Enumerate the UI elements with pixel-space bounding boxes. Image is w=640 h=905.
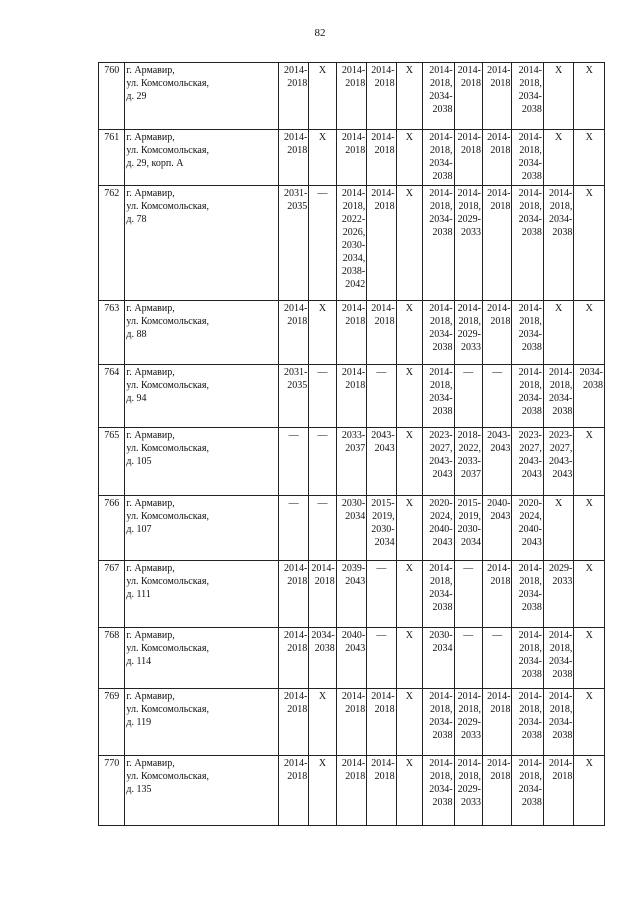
schedule-cell: 2023- 2027, 2043- 2043 [512,428,543,496]
address-line: г. Армавир, [126,691,175,702]
schedule-cell: 2014- 2018 [454,63,482,130]
row-number: 760 [99,63,125,130]
address-line: ул. Комсомольская, [126,380,209,391]
schedule-cell: 2014- 2018, 2034- 2038 [512,689,543,756]
schedule-cell: 2014- 2018, 2034- 2038 [423,63,454,130]
page-number: 82 [314,27,326,39]
row-number: 766 [99,496,125,561]
row-number: 769 [99,689,125,756]
schedule-cell: 2023- 2027, 2043- 2043 [543,428,573,496]
schedule-cell: 2014- 2018, 2034- 2038 [543,365,573,428]
schedule-cell: X [396,130,422,186]
schedule-cell: 2014- 2018 [278,63,308,130]
schedule-cell: 2014- 2018, 2034- 2038 [423,365,454,428]
schedule-cell: — [454,628,482,689]
address-cell [125,756,278,826]
schedule-cell: 2014- 2018, 2034- 2038 [512,130,543,186]
schedule-cell: X [396,301,422,365]
schedule-cell: X [574,628,605,689]
schedule-cell: X [396,186,422,301]
schedule-cell: X [543,63,573,130]
address-line: д. 88 [126,329,147,340]
address-line: д. 78 [126,214,147,225]
row-number: 764 [99,365,125,428]
table-row [99,561,605,628]
address-line: г. Армавир, [126,758,175,769]
address-line: ул. Комсомольская, [126,145,209,156]
schedule-cell: 2014- 2018, 2034- 2038 [423,561,454,628]
address-cell [125,130,278,186]
schedule-cell: X [574,63,605,130]
schedule-cell: 2014- 2018, 2034- 2038 [512,186,543,301]
address-line: г. Армавир, [126,563,175,574]
address-line: д. 119 [126,717,152,728]
row-number: 762 [99,186,125,301]
table-row [99,496,605,561]
address-line: д. 94 [126,393,147,404]
schedule-cell: 2029- 2033 [543,561,573,628]
table-row [99,301,605,365]
schedule-cell: 2014- 2018 [367,689,396,756]
schedule-cell: 2014- 2018 [367,301,396,365]
schedule-cell: — [482,628,511,689]
schedule-cell: 2014- 2018 [482,63,511,130]
address-cell [125,428,278,496]
schedule-cell: — [309,428,336,496]
schedule-cell: X [543,130,573,186]
schedule-cell: 2020- 2024, 2040- 2043 [423,496,454,561]
schedule-cell: X [574,130,605,186]
schedule-cell: 2014- 2018 [454,130,482,186]
schedule-cell: X [574,301,605,365]
address-line: ул. Комсомольская, [126,316,209,327]
address-line: д. 114 [126,656,152,667]
schedule-cell: 2014- 2018, 2034- 2038 [512,628,543,689]
schedule-cell: 2014- 2018, 2034- 2038 [423,689,454,756]
schedule-cell: 2031- 2035 [278,186,308,301]
row-number: 767 [99,561,125,628]
address-line: ул. Комсомольская, [126,643,209,654]
schedule-cell: — [454,365,482,428]
schedule-cell: 2014- 2018, 2029- 2033 [454,301,482,365]
schedule-cell: — [367,365,396,428]
row-number: 765 [99,428,125,496]
schedule-cell: 2030- 2034 [336,496,366,561]
schedule-cell: 2014- 2018, 2034- 2038 [512,301,543,365]
schedule-cell: 2014- 2018, 2029- 2033 [454,756,482,826]
row-number: 763 [99,301,125,365]
schedule-cell: X [309,689,336,756]
schedule-cell: 2034- 2038 [309,628,336,689]
schedule-cell: 2014- 2018 [482,301,511,365]
table-row [99,186,605,301]
schedule-cell: X [396,689,422,756]
schedule-cell: — [309,496,336,561]
schedule-cell: 2014- 2018, 2029- 2033 [454,689,482,756]
schedule-cell: — [309,365,336,428]
table-row [99,756,605,826]
schedule-cell: X [396,63,422,130]
address-line: г. Армавир, [126,430,175,441]
schedule-cell: 2018- 2022, 2033- 2037 [454,428,482,496]
schedule-cell: X [396,428,422,496]
schedule-cell: 2014- 2018 [482,689,511,756]
address-line: г. Армавир, [126,303,175,314]
schedule-cell: 2014- 2018, 2034- 2038 [512,561,543,628]
address-line: г. Армавир, [126,630,175,641]
row-number: 761 [99,130,125,186]
schedule-cell: 2040- 2043 [482,496,511,561]
schedule-cell: X [543,301,573,365]
schedule-cell: 2015- 2019, 2030- 2034 [454,496,482,561]
schedule-cell: X [574,496,605,561]
schedule-cell: 2033- 2037 [336,428,366,496]
schedule-cell: X [309,756,336,826]
address-cell [125,186,278,301]
table-row [99,130,605,186]
address-line: д. 29, корп. А [126,158,184,169]
schedule-cell: X [309,130,336,186]
schedule-cell: 2014- 2018, 2029- 2033 [454,186,482,301]
schedule-cell: — [309,186,336,301]
schedule-cell: 2014- 2018 [482,186,511,301]
schedule-cell: X [396,628,422,689]
address-line: г. Армавир, [126,498,175,509]
address-line: ул. Комсомольская, [126,704,209,715]
schedule-cell: 2014- 2018 [336,365,366,428]
schedule-cell: 2014- 2018 [336,130,366,186]
address-cell [125,63,278,130]
schedule-cell: 2031- 2035 [278,365,308,428]
schedule-cell: 2014- 2018 [336,63,366,130]
schedule-cell: 2014- 2018 [482,130,511,186]
schedule-cell: X [574,428,605,496]
schedule-cell: X [574,186,605,301]
schedule-cell: 2014- 2018 [367,186,396,301]
schedule-cell: 2023- 2027, 2043- 2043 [423,428,454,496]
schedule-cell: 2014- 2018, 2034- 2038 [512,365,543,428]
schedule-cell: 2014- 2018 [278,301,308,365]
schedule-cell: 2014- 2018, 2034- 2038 [423,186,454,301]
address-line: д. 111 [126,589,151,600]
schedule-cell: — [367,561,396,628]
address-line: г. Армавир, [126,65,175,76]
address-cell [125,365,278,428]
address-cell [125,301,278,365]
address-line: д. 29 [126,91,147,102]
schedule-cell: 2014- 2018, 2022- 2026, 2030- 2034, 2038- 2042 [336,186,366,301]
schedule-cell: — [367,628,396,689]
schedule-cell: 2014- 2018 [278,130,308,186]
schedule-cell: 2014- 2018, 2034- 2038 [423,130,454,186]
schedule-cell: — [454,561,482,628]
schedule-cell: 2014- 2018 [367,63,396,130]
schedule-cell: 2014- 2018 [482,756,511,826]
table-row [99,63,605,130]
schedule-cell: 2014- 2018 [367,756,396,826]
schedule-cell: 2014- 2018 [336,756,366,826]
address-line: д. 135 [126,784,152,795]
schedule-cell: 2014- 2018 [278,628,308,689]
schedule-cell: 2034- 2038 [574,365,605,428]
schedule-cell: 2014- 2018 [278,689,308,756]
schedule-cell: 2014- 2018 [336,301,366,365]
address-cell [125,628,278,689]
schedule-cell: 2014- 2018 [336,689,366,756]
table-row [99,428,605,496]
schedule-cell: X [309,63,336,130]
schedule-cell: X [543,496,573,561]
address-line: д. 105 [126,456,152,467]
address-line: ул. Комсомольская, [126,576,209,587]
schedule-cell: — [482,365,511,428]
schedule-cell: 2014- 2018 [543,756,573,826]
address-line: ул. Комсомольская, [126,511,209,522]
schedule-cell: 2014- 2018, 2034- 2038 [543,689,573,756]
address-line: ул. Комсомольская, [126,771,209,782]
schedule-cell: 2014- 2018, 2034- 2038 [512,756,543,826]
address-line: г. Армавир, [126,132,175,143]
schedule-cell: 2014- 2018 [482,561,511,628]
table-row [99,628,605,689]
schedule-cell: X [396,561,422,628]
schedule-cell: — [278,496,308,561]
schedule-cell: 2014- 2018 [367,130,396,186]
schedule-cell: 2043- 2043 [367,428,396,496]
table-row [99,689,605,756]
schedule-cell: X [396,756,422,826]
table-row [99,365,605,428]
address-line: д. 107 [126,524,152,535]
address-line: г. Армавир, [126,367,175,378]
schedule-cell: X [396,365,422,428]
address-line: ул. Комсомольская, [126,201,209,212]
schedule-cell: 2014- 2018 [278,561,308,628]
address-cell [125,561,278,628]
schedule-cell: 2014- 2018, 2034- 2038 [423,756,454,826]
schedule-cell: 2014- 2018, 2034- 2038 [512,63,543,130]
repair-schedule-table [98,62,605,826]
address-line: ул. Комсомольская, [126,443,209,454]
row-number: 770 [99,756,125,826]
schedule-cell: — [278,428,308,496]
address-line: г. Армавир, [126,188,175,199]
schedule-cell: 2014- 2018 [309,561,336,628]
address-cell [125,689,278,756]
schedule-cell: X [309,301,336,365]
schedule-cell: 2040- 2043 [336,628,366,689]
schedule-cell: 2020- 2024, 2040- 2043 [512,496,543,561]
schedule-cell: 2030- 2034 [423,628,454,689]
schedule-cell: 2014- 2018, 2034- 2038 [423,301,454,365]
schedule-cell: X [574,756,605,826]
schedule-cell: X [574,689,605,756]
schedule-cell: 2039- 2043 [336,561,366,628]
schedule-cell: X [574,561,605,628]
schedule-cell: 2014- 2018, 2034- 2038 [543,186,573,301]
schedule-cell: 2043- 2043 [482,428,511,496]
schedule-cell: X [396,496,422,561]
address-line: ул. Комсомольская, [126,78,209,89]
row-number: 768 [99,628,125,689]
schedule-cell: 2014- 2018 [278,756,308,826]
address-cell [125,496,278,561]
schedule-cell: 2014- 2018, 2034- 2038 [543,628,573,689]
schedule-cell: 2015- 2019, 2030- 2034 [367,496,396,561]
